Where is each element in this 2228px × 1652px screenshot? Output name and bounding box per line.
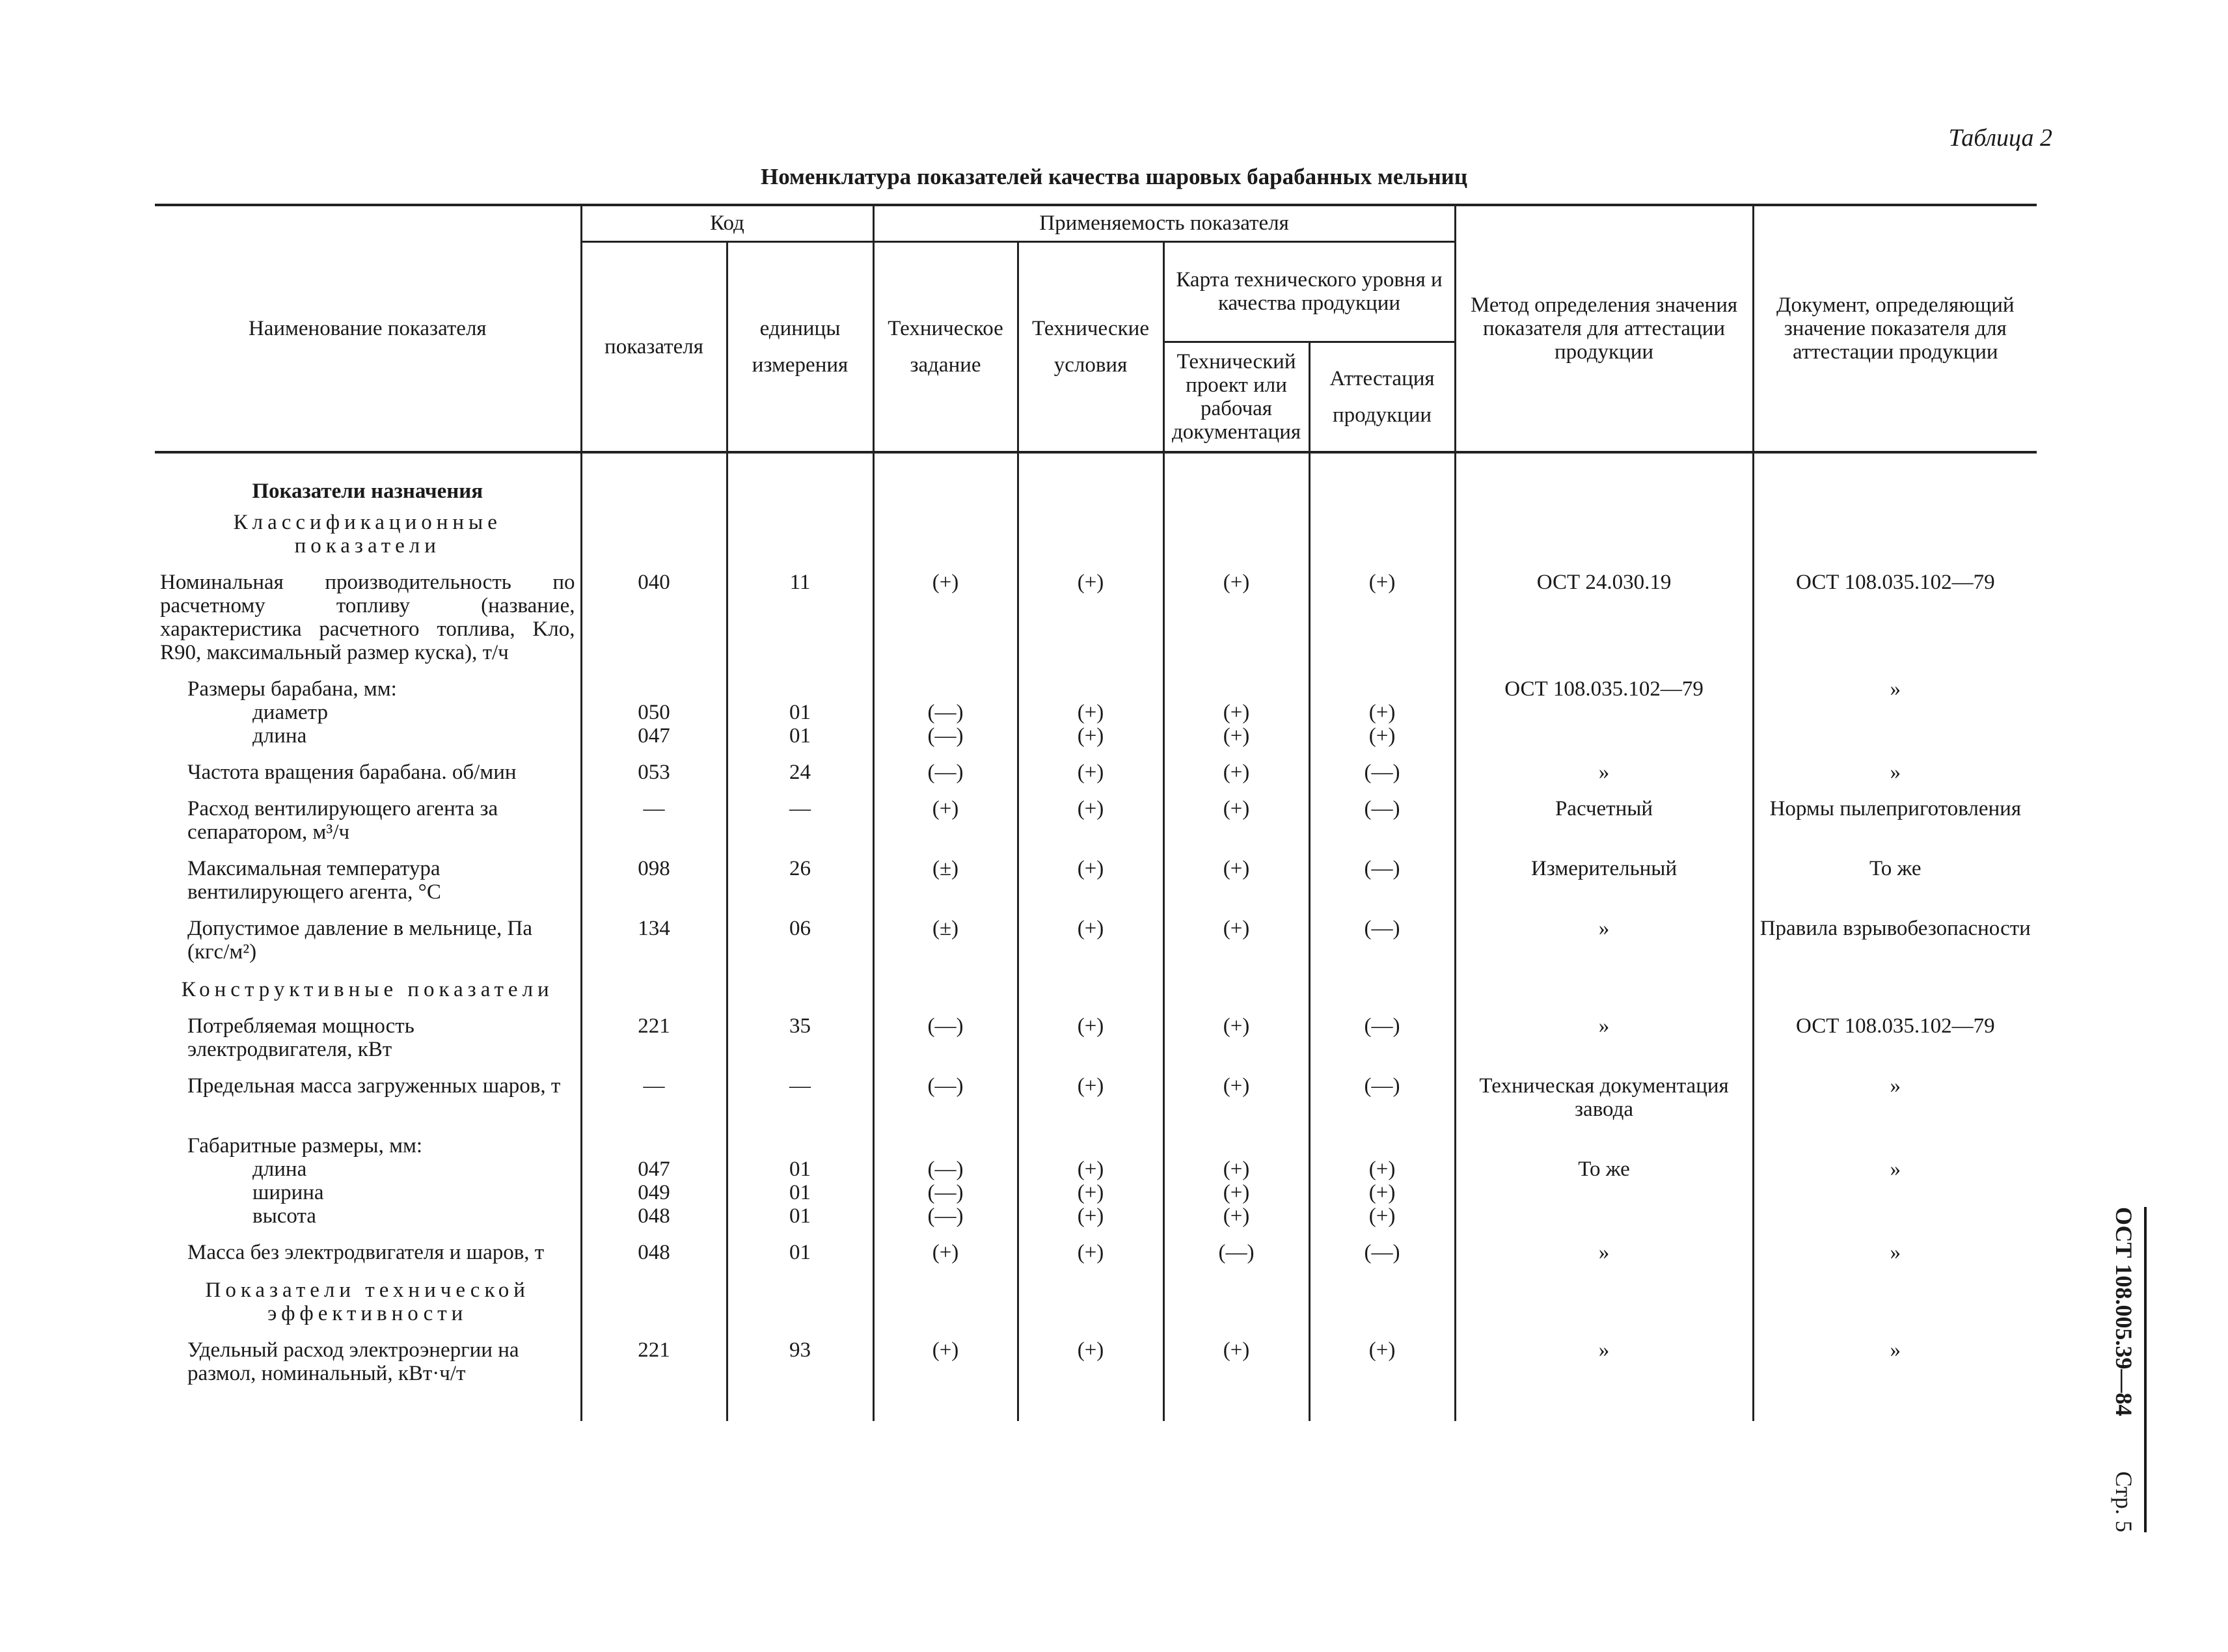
row-doc: » xyxy=(1753,1228,2037,1264)
row-tp: (+) xyxy=(1223,724,1250,748)
section-klassifikacionnye: Классификационные показатели xyxy=(233,511,502,558)
row-at: (+) xyxy=(1368,701,1396,724)
row-code: — xyxy=(581,784,727,844)
row-at: (+) xyxy=(1368,724,1396,748)
row-method: » xyxy=(1455,1228,1753,1264)
row-unit: 06 xyxy=(727,904,873,964)
row-code: 049 xyxy=(638,1181,670,1204)
row-tz: (—) xyxy=(927,701,964,724)
row-tz: (—) xyxy=(927,1204,964,1228)
section-konstruktivnye: Конструктивные показатели xyxy=(181,978,554,1001)
row-method: » xyxy=(1455,748,1753,784)
row-unit: — xyxy=(727,784,873,844)
row-tz: (—) xyxy=(927,1181,964,1204)
table-row xyxy=(155,748,2037,784)
row-tp: (+) xyxy=(1223,1181,1250,1204)
row-at: (—) xyxy=(1309,904,1455,964)
row-doc: То же xyxy=(1753,844,2037,904)
row-tu: (+) xyxy=(1077,1181,1104,1204)
row-tz: (—) xyxy=(873,1061,1018,1121)
row-doc: » xyxy=(1753,1061,2037,1121)
header-primenyaemost: Применяемость показателя xyxy=(873,205,1455,241)
row-name-main: Размеры барабана, мм: xyxy=(187,677,397,701)
row-name: Удельный расход электроэнергии на размол, номинальный, кВт·ч/т xyxy=(187,1338,519,1385)
row-method: » xyxy=(1455,1001,1753,1061)
row-tu: (+) xyxy=(1077,1158,1104,1181)
row-doc: ОСТ 108.035.102—79 xyxy=(1753,558,2037,664)
row-tp: (+) xyxy=(1163,904,1309,964)
row-tu: (+) xyxy=(1077,701,1104,724)
section-tekhnicheskoy-effektivnosti: Показатели технической эффективности xyxy=(205,1279,530,1325)
row-name-main: Габаритные размеры, мм: xyxy=(187,1134,423,1158)
row-tz: (—) xyxy=(873,1001,1018,1061)
row-doc: Нормы пылеприготовления xyxy=(1753,784,2037,844)
table-row xyxy=(155,904,2037,964)
row-name xyxy=(155,1121,581,1228)
row-code: 048 xyxy=(638,1204,670,1228)
row-tz: (—) xyxy=(927,1158,964,1181)
row-tu: (+) xyxy=(1018,784,1163,844)
row-at: (—) xyxy=(1309,784,1455,844)
header-kod: Код xyxy=(581,205,873,241)
row-tz: (±) xyxy=(873,844,1018,904)
table-row xyxy=(155,844,2037,904)
row-at: (—) xyxy=(1309,844,1455,904)
row-code: 048 xyxy=(581,1228,727,1264)
row-tu: (+) xyxy=(1018,1061,1163,1121)
row-tp: (+) xyxy=(1163,1001,1309,1061)
row-doc: ОСТ 108.035.102—79 xyxy=(1753,1001,2037,1061)
row-tu: (+) xyxy=(1077,724,1104,748)
row-name: Номинальная производительность по расчетному топливу (название, характеристика расчетного топлива, Kло, R90, максимальный размер куска), т/ч xyxy=(160,571,575,664)
row-method: Расчетный xyxy=(1455,784,1753,844)
header-kod-pokazatelya: показателя xyxy=(581,241,727,452)
side-code: ОСТ 108.005.39—84 xyxy=(2111,1207,2137,1416)
row-method: ОСТ 24.030.19 xyxy=(1455,558,1753,664)
row-tu: (+) xyxy=(1018,1325,1163,1385)
row-at: (—) xyxy=(1309,1228,1455,1264)
side-standard-code xyxy=(2101,1207,2147,1532)
row-name: Максимальная температура вентилирующего агента, °С xyxy=(187,857,441,904)
row-at: (+) xyxy=(1309,1325,1455,1385)
table-row xyxy=(155,1325,2037,1385)
table-row xyxy=(155,784,2037,844)
table-label: Таблица 2 xyxy=(1948,124,2052,152)
row-name: Расход вентилирующего агента за сепаратором, м³/ч xyxy=(187,797,498,844)
row-unit: — xyxy=(727,1061,873,1121)
row-sub-item: длина xyxy=(252,724,307,748)
row-tp: (+) xyxy=(1163,558,1309,664)
row-code: 221 xyxy=(581,1325,727,1385)
row-unit: 01 xyxy=(789,1181,811,1204)
row-doc: » xyxy=(1753,664,2037,748)
row-name: Частота вращения барабана. об/мин xyxy=(187,761,517,784)
row-at: (—) xyxy=(1309,748,1455,784)
row-code: 098 xyxy=(581,844,727,904)
row-tp: (+) xyxy=(1163,1325,1309,1385)
row-name: Предельная масса загруженных шаров, т xyxy=(187,1074,561,1098)
row-tz: (±) xyxy=(873,904,1018,964)
row-code: 047 xyxy=(638,1158,670,1181)
row-doc: » xyxy=(1890,1158,1901,1181)
table-row xyxy=(155,1228,2037,1264)
row-unit: 11 xyxy=(727,558,873,664)
header-tu: Технические условия xyxy=(1018,241,1163,452)
row-unit: 01 xyxy=(789,1204,811,1228)
row-method: Техническая документация завода xyxy=(1455,1061,1753,1121)
row-name: Допустимое давление в мельнице, Па (кгс/м²) xyxy=(187,917,532,964)
header-tp: Технический проект или рабочая документация xyxy=(1163,342,1309,452)
row-at: (+) xyxy=(1368,1181,1396,1204)
row-unit: 35 xyxy=(727,1001,873,1061)
row-tu: (+) xyxy=(1018,558,1163,664)
row-tp: (+) xyxy=(1223,701,1250,724)
row-method: » xyxy=(1455,904,1753,964)
header-name: Наименование показателя xyxy=(155,205,581,452)
header-document: Документ, определяющий значение показателя для аттестации продукции xyxy=(1753,205,2037,452)
row-code: 050 xyxy=(638,701,670,724)
row-sub-item: высота xyxy=(252,1204,316,1228)
row-unit: 01 xyxy=(727,1228,873,1264)
row-sub-item: диаметр xyxy=(252,701,328,724)
row-tp: (—) xyxy=(1163,1228,1309,1264)
header-attest: Аттестация продукции xyxy=(1309,342,1455,452)
row-tu: (+) xyxy=(1018,748,1163,784)
header-karta: Карта технического уровня и качества продукции xyxy=(1163,241,1455,342)
quality-indicators-table xyxy=(155,204,2037,1421)
row-tu: (+) xyxy=(1018,844,1163,904)
table-row xyxy=(155,1121,2037,1228)
header-kod-edinicy: единицы измерения xyxy=(727,241,873,452)
row-code: 047 xyxy=(638,724,670,748)
row-tu: (+) xyxy=(1018,1228,1163,1264)
row-tp: (+) xyxy=(1223,1204,1250,1228)
row-at: (—) xyxy=(1309,1001,1455,1061)
row-at: (—) xyxy=(1309,1061,1455,1121)
row-sub-item: ширина xyxy=(252,1181,324,1204)
row-tz: (—) xyxy=(873,748,1018,784)
row-code: 053 xyxy=(581,748,727,784)
row-unit: 01 xyxy=(789,701,811,724)
row-tz: (+) xyxy=(873,1325,1018,1385)
row-name: Потребляемая мощность электродвигателя, кВт xyxy=(187,1014,414,1061)
row-doc: Правила взрывобезопасности xyxy=(1753,904,2037,964)
header-tz: Техническое задание xyxy=(873,241,1018,452)
row-doc: » xyxy=(1753,1325,2037,1385)
header-method: Метод определения значения показателя для аттестации продукции xyxy=(1455,205,1753,452)
row-sub-item: длина xyxy=(252,1158,307,1181)
table-row xyxy=(155,1061,2037,1121)
row-tp: (+) xyxy=(1163,748,1309,784)
row-method: ОСТ 108.035.102—79 xyxy=(1455,664,1753,748)
row-code: 134 xyxy=(581,904,727,964)
row-unit: 26 xyxy=(727,844,873,904)
side-page: Стр. 5 xyxy=(2111,1471,2137,1532)
row-tp: (+) xyxy=(1163,1061,1309,1121)
row-tz: (+) xyxy=(873,1228,1018,1264)
row-code: 040 xyxy=(581,558,727,664)
table-row xyxy=(155,1001,2037,1061)
table-row xyxy=(155,558,2037,664)
row-unit: 01 xyxy=(789,724,811,748)
row-tz: (—) xyxy=(927,724,964,748)
row-tp: (+) xyxy=(1163,784,1309,844)
row-at: (+) xyxy=(1368,1158,1396,1181)
row-name: Масса без электродвигателя и шаров, т xyxy=(187,1241,545,1264)
row-name xyxy=(155,664,581,748)
row-tp: (+) xyxy=(1163,844,1309,904)
row-tu: (+) xyxy=(1018,904,1163,964)
row-tz: (+) xyxy=(873,784,1018,844)
side-rule xyxy=(2144,1207,2147,1532)
row-method: То же xyxy=(1578,1158,1630,1181)
table-title: Номенклатура показателей качества шаровых барабанных мельниц xyxy=(760,164,1468,189)
row-tu: (+) xyxy=(1018,1001,1163,1061)
row-at: (+) xyxy=(1309,558,1455,664)
row-tz: (+) xyxy=(873,558,1018,664)
row-method: Измерительный xyxy=(1455,844,1753,904)
row-code: — xyxy=(581,1061,727,1121)
row-tu: (+) xyxy=(1077,1204,1104,1228)
row-code: 221 xyxy=(581,1001,727,1061)
row-unit: 93 xyxy=(727,1325,873,1385)
table-row xyxy=(155,664,2037,748)
row-doc: » xyxy=(1753,748,2037,784)
row-at: (+) xyxy=(1368,1204,1396,1228)
row-unit: 24 xyxy=(727,748,873,784)
row-tp: (+) xyxy=(1223,1158,1250,1181)
section-naznacheniya: Показатели назначения xyxy=(252,480,483,503)
row-unit: 01 xyxy=(789,1158,811,1181)
row-method: » xyxy=(1455,1325,1753,1385)
